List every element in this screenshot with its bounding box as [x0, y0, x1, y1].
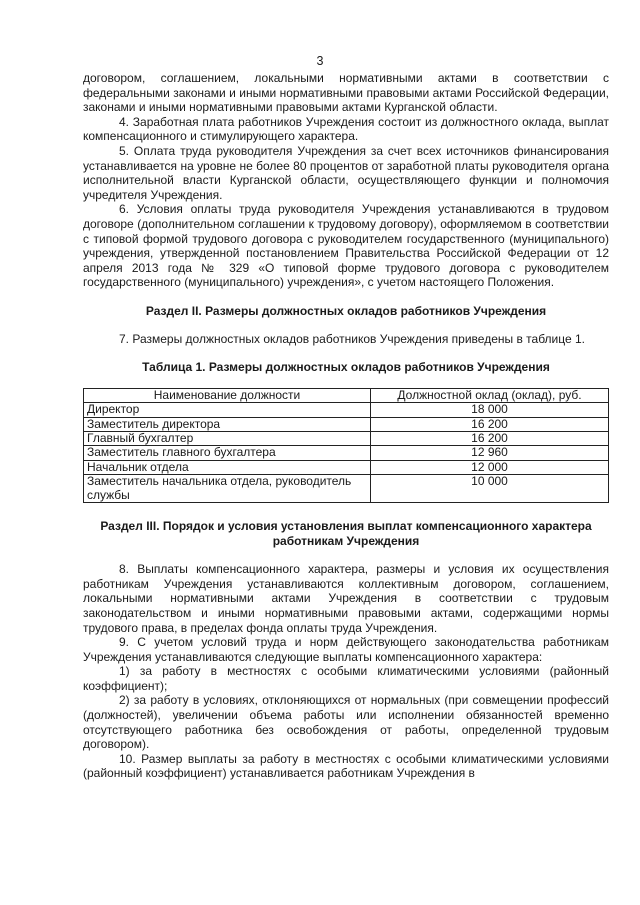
- header-position: Наименование должности: [84, 388, 371, 402]
- paragraph-8: 8. Выплаты компенсационного характера, размеры и условия их осуществления работникам Учреждения устанавливаются коллективным договором, соглашением, локальными нормативными актами Учреждения в соответствии с трудовым законодательством и иными нормативными правовыми актами, содержащими нормы трудового права, в пределах фонда оплаты труда Учреждения.: [83, 562, 609, 635]
- table-row: [84, 446, 609, 460]
- paragraph-9-item-1: 1) за работу в местностях с особыми климатическими условиями (районный коэффициент);: [83, 664, 609, 693]
- document-body: [83, 71, 609, 781]
- paragraph-6: 6. Условия оплаты труда руководителя Учреждения устанавливаются в трудовом договоре (дополнительном соглашении к трудовому договору), оформляемом в соответствии с типовой формой трудового договора с руководителем государственного (муниципального) учреждения, утвержденной постановлением Правительства Российской Федерации от 12 апреля 2013 года № 329 «О типовой форме трудового договора с руководителем государственного (муниципального) учреждения», с учетом настоящего Положения.: [83, 202, 609, 290]
- table-row: [84, 475, 609, 503]
- cell-position: Директор: [84, 403, 371, 417]
- page-number: 3: [316, 54, 324, 68]
- salary-table: [83, 388, 609, 503]
- table-row: [84, 460, 609, 474]
- header-salary: Должностной оклад (оклад), руб.: [371, 388, 609, 402]
- cell-position: Главный бухгалтер: [84, 431, 371, 445]
- paragraph-9: 9. С учетом условий труда и норм действующего законодательства работникам Учреждения устанавливаются следующие выплаты компенсационного характера:: [83, 635, 609, 664]
- cell-salary: 16 200: [371, 431, 609, 445]
- cell-position: Начальник отдела: [84, 460, 371, 474]
- table-row: [84, 431, 609, 445]
- paragraph-9-item-2: 2) за работу в условиях, отклоняющихся от нормальных (при совмещении профессий (должностей), увеличении объема работы или исполнении обязанностей временно отсутствующего работника без освобождения от работы, определенной трудовым договором).: [83, 693, 609, 752]
- section-3-title: Раздел III. Порядок и условия установления выплат компенсационного характера работникам Учреждения: [100, 518, 592, 548]
- table-row: [84, 403, 609, 417]
- cell-salary: 18 000: [371, 403, 609, 417]
- cell-position: Заместитель начальника отдела, руководитель службы: [84, 475, 371, 503]
- paragraph-4: 4. Заработная плата работников Учреждения состоит из должностного оклада, выплат компенсационного и стимулирующего характера.: [83, 114, 609, 144]
- cell-position: Заместитель главного бухгалтера: [84, 446, 371, 460]
- table-header-row: [84, 388, 609, 402]
- table-1-title: Таблица 1. Размеры должностных окладов работников Учреждения: [142, 360, 550, 375]
- table-row: [84, 417, 609, 431]
- cell-position: Заместитель директора: [84, 417, 371, 431]
- cell-salary: 10 000: [371, 475, 609, 503]
- cell-salary: 12 960: [371, 446, 609, 460]
- cell-salary: 16 200: [371, 417, 609, 431]
- paragraph-5: 5. Оплата труда руководителя Учреждения за счет всех источников финансирования устанавливается на уровне не более 80 процентов от заработной платы руководителя органа исполнительной власти Курганской области, осуществляющего функции и полномочия учредителя Учреждения.: [83, 143, 609, 202]
- paragraph-continuation: договором, соглашением, локальными нормативными актами в соответствии с федеральными законами и иными нормативными правовыми актами Российской Федерации, законами и иными нормативными правовыми актами Курганской области.: [83, 71, 609, 115]
- cell-salary: 12 000: [371, 460, 609, 474]
- paragraph-10: 10. Размер выплаты за работу в местностях с особыми климатическими условиями (районный коэффициент) устанавливается работникам Учреждения в: [83, 751, 609, 781]
- section-2-title: Раздел II. Размеры должностных окладов работников Учреждения: [145, 303, 547, 318]
- paragraph-7: 7. Размеры должностных окладов работников Учреждения приведены в таблице 1.: [119, 331, 585, 346]
